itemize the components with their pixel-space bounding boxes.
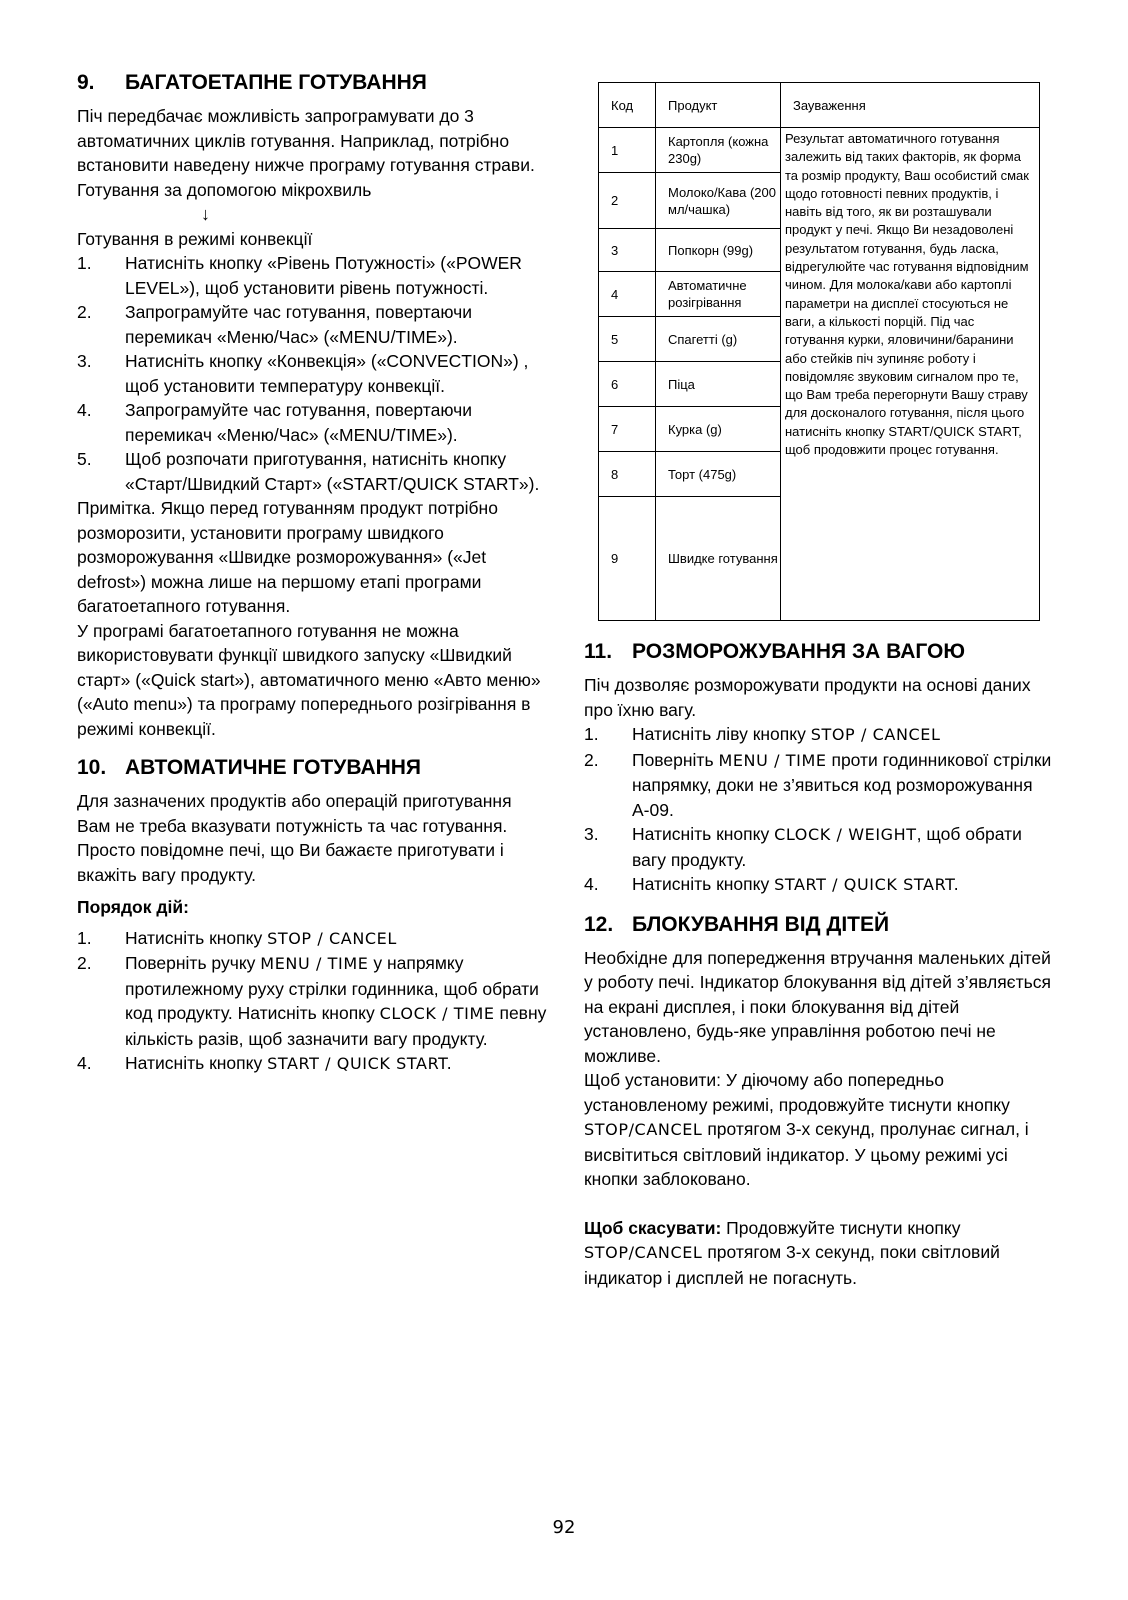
section-9-convection-line: Готування в режимі конвекції	[77, 228, 313, 249]
list-item	[584, 748, 1054, 823]
cell-product: Молоко/Кава (200 мл/чашка)	[656, 173, 781, 229]
section-9-note-2: У програмі багатоетапного готування не можна використовувати функції швидкого запуску «Швидкий старт» («Quick start»), автоматичного меню «Авто меню» («Auto menu») та програму попереднього розігрівання в режимі конвекції.	[77, 620, 541, 739]
step-text: у напрямку протилежному руху стрілки годинника, щоб обрати код продукту. Натисніть кнопку	[125, 953, 539, 1023]
cell-product: Попкорн (99g)	[656, 229, 781, 272]
key-label: STOP / CANCEL	[810, 725, 941, 744]
section-12-heading	[584, 912, 1054, 938]
step-text: Натисніть кнопку «Конвекція» («CONVECTION») , щоб установити температуру конвекції.	[125, 351, 529, 396]
step-number: 2.	[77, 953, 92, 973]
section-9-title: БАГАТОЕТАПНЕ ГОТУВАННЯ	[125, 71, 427, 94]
set-text: протягом 3-х секунд, пролунає сигнал, і висвітиться світловий індикатор. У цьому режимі усі кнопки заблоковано.	[584, 1119, 1029, 1189]
cell-product: Швидке готування	[656, 497, 781, 621]
step-number: 1.	[77, 927, 92, 948]
auto-menu-table	[598, 82, 1040, 621]
cancel-text: Продовжуйте тиснути кнопку	[721, 1217, 961, 1238]
table-header-row	[599, 83, 1040, 128]
list-item	[77, 300, 547, 349]
cell-code: 6	[599, 362, 656, 407]
page-number: 92	[552, 1517, 576, 1538]
section-9-note: Примітка. Якщо перед готуванням продукт потрібно розморозити, установити програму швидкого розморожування «Швидке розморожування» («Jet defrost») можна лише на першому етапі програми багатоетапного готування.	[77, 498, 498, 616]
down-arrow-icon: ↓	[201, 204, 210, 224]
step-text: Натисніть кнопку	[632, 874, 775, 894]
cell-code: 4	[599, 272, 656, 317]
section-11-steps	[584, 722, 1054, 898]
list-item	[77, 926, 547, 952]
section-9-intro: Піч передбачає можливість запрограмувати до 3 автоматичних циклів готування. Наприклад, потрібно встановити наведену нижче програму готування страви.	[77, 106, 535, 175]
step-text: певну кількість разів, щоб зазначити вагу продукту.	[125, 1003, 547, 1049]
procedure-label: Порядок дій:	[77, 897, 189, 917]
step-text: Натисніть кнопку «Рівень Потужності» («POWER LEVEL»), щоб установити рівень потужності.	[125, 253, 522, 298]
cell-remarks: Результат автоматичного готування залежить від таких факторів, як форма та розмір продукту, Ваш особистий смак щодо готовності певних продуктів, і навіть від того, як ви розташували продукт у печі. Якщо Ви незадоволені результатом готування, будь ласка, відрегулюйте час готування відповідним чином. Для молока/кави або картоплі параметри на дисплеї стосуються не ваги, а кількості порцій. Під час готування курки, яловичини/баранини або стейків піч зупиняє роботу і повідомляє звуковим сигналом про те, що Вам треба перегорнути Вашу страву для досконалого готування, після цього натисніть кнопку START/QUICK START, щоб продовжити процес готування.	[781, 128, 1040, 621]
step-text: Натисніть кнопку	[125, 1053, 268, 1073]
section-9-heading	[77, 70, 547, 96]
step-text: , щоб обрати вагу продукту.	[632, 824, 1022, 870]
section-11-heading	[584, 639, 1054, 665]
step-number: 4.	[584, 874, 599, 894]
step-text: Запрограмуйте час готування, повертаючи перемикач «Меню/Час» («MENU/TIME»).	[125, 400, 472, 445]
section-10-title: АВТОМАТИЧНЕ ГОТУВАННЯ	[125, 756, 422, 779]
step-text: Запрограмуйте час готування, повертаючи перемикач «Меню/Час» («MENU/TIME»).	[125, 302, 472, 347]
step-number: 3.	[584, 824, 599, 844]
key-label: STOP / CANCEL	[267, 928, 397, 948]
cell-code: 1	[599, 128, 656, 173]
step-text: проти годинникової стрілки напрямку, доки не з’явиться код розморожування А-09.	[632, 749, 1052, 820]
section-11-intro: Піч дозволяє розморожувати продукти на основі даних про їхню вагу.	[584, 675, 1031, 720]
section-10-intro: Для зазначених продуктів або операцій приготування Вам не треба вказувати потужність та час готування. Просто повідомне печі, що Ви бажаєте приготувати і вкажіть вагу продукту.	[77, 791, 512, 885]
cell-product: Автоматичне розігрівання	[656, 272, 781, 317]
header-remarks: Зауваження	[781, 83, 1040, 128]
section-12-set	[584, 1068, 1054, 1192]
section-12-title: БЛОКУВАННЯ ВІД ДІТЕЙ	[632, 912, 890, 936]
section-9-microwave-line: Готування за допомогою мікрохвиль	[77, 179, 372, 200]
cell-product: Спагетті (g)	[656, 317, 781, 362]
step-text: Щоб розпочати приготування, натисніть кнопку «Старт/Швидкий Старт» («START/QUICK START»).	[125, 449, 540, 494]
section-9-steps	[77, 251, 547, 496]
list-item	[77, 349, 547, 398]
list-item	[77, 398, 547, 447]
list-item	[77, 951, 547, 1051]
step-text: Натисніть ліву кнопку	[632, 724, 811, 744]
key-label: START / QUICK START.	[267, 1054, 453, 1073]
step-number: 5.	[77, 449, 92, 469]
right-column	[584, 76, 1054, 1290]
left-column	[77, 70, 547, 1077]
step-text: Поверніть	[632, 749, 719, 770]
list-item	[584, 722, 1054, 748]
step-text: Натисніть кнопку	[632, 824, 775, 844]
cell-code: 2	[599, 173, 656, 229]
key-label: MENU / TIME	[260, 954, 369, 973]
section-12-number: 12.	[584, 912, 614, 936]
cell-product: Торт (475g)	[656, 452, 781, 497]
step-number: 1.	[77, 253, 92, 273]
set-text: Щоб установити: У діючому або попередньо установленому режимі, продовжуйте тиснути кнопку	[584, 1070, 1010, 1115]
list-item	[77, 1051, 547, 1077]
section-10-heading	[77, 755, 547, 781]
key-label: STOP/CANCEL	[584, 1120, 703, 1139]
cell-code: 9	[599, 497, 656, 621]
cell-product: Курка (g)	[656, 407, 781, 452]
section-12-intro: Необхідне для попередження втручання маленьких дітей у роботу печі. Індикатор блокування від дітей з’являється на екрані дисплея, і поки блокування від дітей установлено, будь-яке управління роботою печі не можливе.	[584, 947, 1051, 1066]
step-text: Поверніть ручку	[125, 953, 261, 973]
table-row	[599, 128, 1040, 173]
section-10-steps	[77, 926, 547, 1077]
step-number: 1.	[584, 724, 599, 744]
step-number: 2.	[584, 749, 599, 770]
step-number: 2.	[77, 302, 92, 322]
key-label: CLOCK / TIME	[379, 1004, 495, 1023]
section-12-cancel	[584, 1216, 1054, 1291]
cancel-text: протягом 3-х секунд, поки світловий індикатор і дисплей не погаснуть.	[584, 1242, 1000, 1288]
section-11-title: РОЗМОРОЖУВАННЯ ЗА ВАГОЮ	[632, 640, 966, 663]
cell-code: 8	[599, 452, 656, 497]
cell-code: 7	[599, 407, 656, 452]
cell-product: Піца	[656, 362, 781, 407]
section-10-number: 10.	[77, 756, 107, 779]
header-product: Продукт	[656, 83, 781, 128]
list-item	[77, 251, 547, 300]
cell-code: 3	[599, 229, 656, 272]
step-number: 4.	[77, 400, 92, 420]
key-label: START / QUICK START.	[774, 875, 960, 894]
section-9-number: 9.	[77, 71, 95, 94]
step-number: 4.	[77, 1053, 92, 1073]
key-label: STOP/CANCEL	[584, 1243, 703, 1262]
step-text: Натисніть кнопку	[125, 927, 268, 948]
cell-code: 5	[599, 317, 656, 362]
list-item	[584, 822, 1054, 872]
key-label: MENU / TIME	[718, 750, 827, 770]
key-label: CLOCK / WEIGHT	[774, 825, 917, 844]
step-number: 3.	[77, 351, 92, 371]
cell-product: Картопля (кожна 230g)	[656, 128, 781, 173]
header-code: Код	[599, 83, 656, 128]
section-11-number: 11.	[584, 640, 613, 663]
list-item	[77, 447, 547, 496]
list-item	[584, 872, 1054, 898]
cancel-label: Щоб скасувати:	[584, 1217, 722, 1238]
